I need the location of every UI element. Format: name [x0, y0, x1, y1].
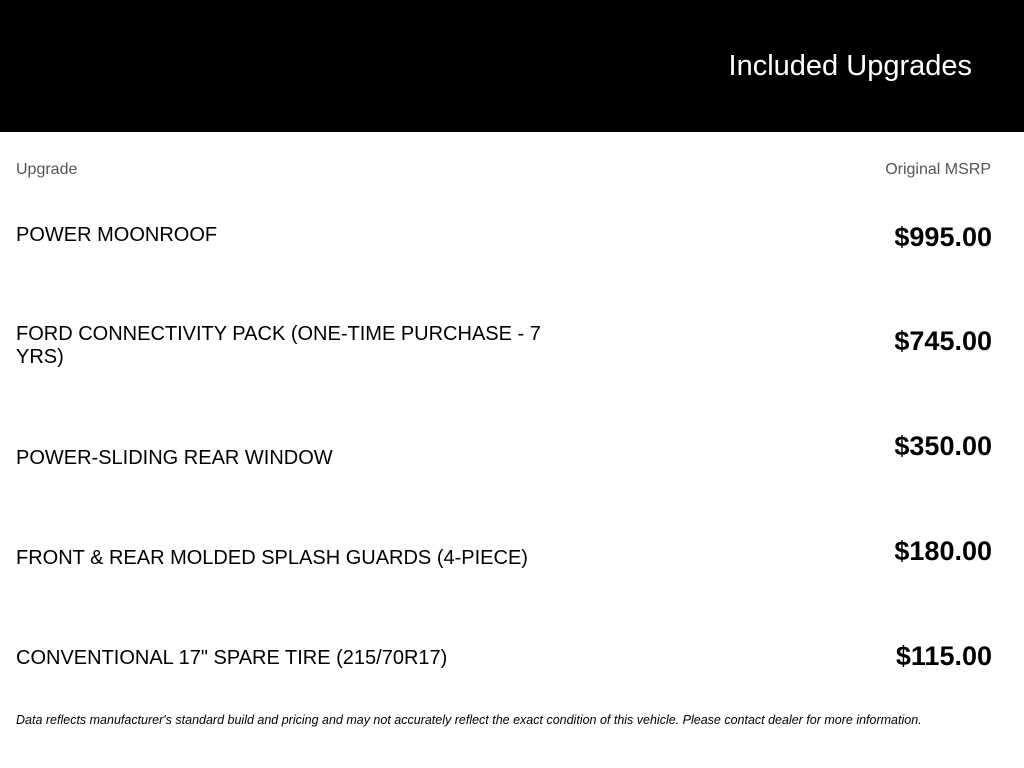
header-bar: [0, 0, 1024, 132]
page-title: Included Upgrades: [728, 50, 972, 82]
msrp-column-header: Original MSRP: [885, 161, 991, 178]
upgrade-name: POWER-SLIDING REAR WINDOW: [16, 447, 333, 469]
disclaimer-text: Data reflects manufacturer's standard build and pricing and may not accurately reflect the exact condition of this vehicle. Please contact dealer for more information.: [16, 713, 922, 727]
upgrade-name: POWER MOONROOF: [16, 224, 218, 246]
upgrade-price: $180.00: [894, 536, 992, 566]
upgrade-name: FORD CONNECTIVITY PACK (ONE-TIME PURCHASE - 7 YRS): [16, 323, 541, 368]
upgrade-price: $995.00: [894, 222, 992, 252]
upgrade-name: FRONT & REAR MOLDED SPLASH GUARDS (4-PIECE): [16, 547, 528, 569]
upgrade-name: CONVENTIONAL 17" SPARE TIRE (215/70R17): [16, 647, 448, 669]
upgrade-price: $745.00: [894, 326, 992, 356]
upgrade-price: $115.00: [895, 641, 992, 671]
upgrade-price: $350.00: [894, 431, 992, 461]
upgrade-column-header: Upgrade: [16, 161, 78, 178]
